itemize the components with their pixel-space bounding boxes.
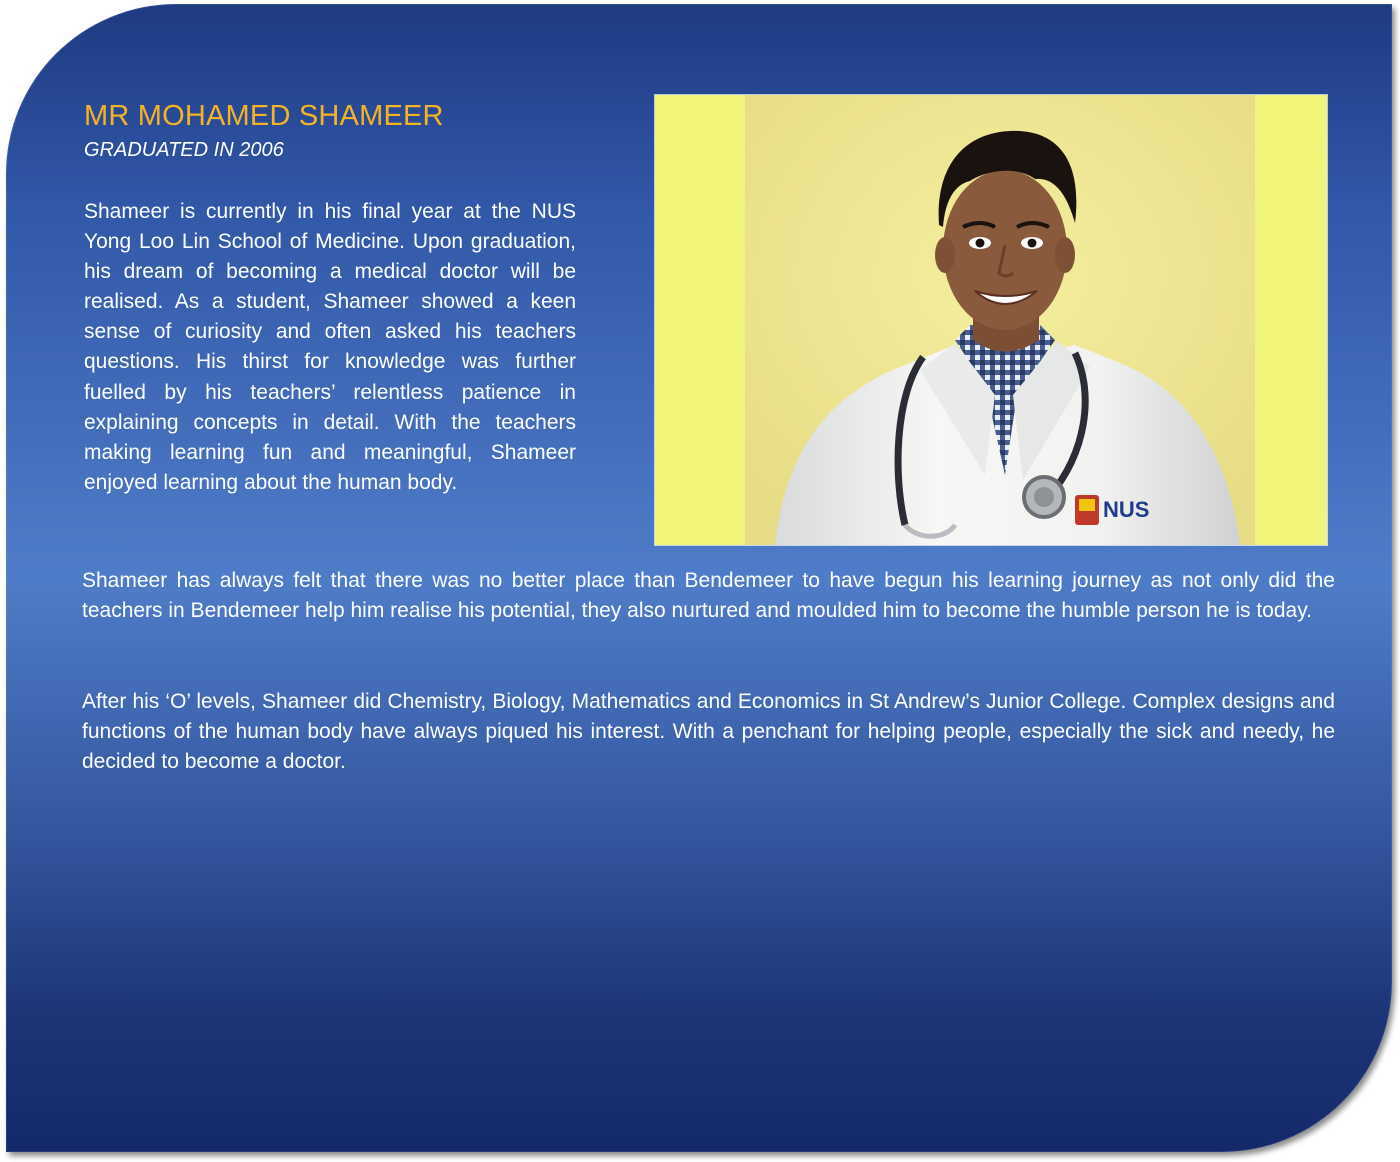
portrait-photo <box>655 95 1327 545</box>
graduation-year: GRADUATED IN 2006 <box>84 139 284 161</box>
photo-logo-text: NUS <box>1103 497 1150 522</box>
intro-paragraph: Shameer is currently in his final year at the NUS Yong Loo Lin School of Medicine. Upon graduation, his dream of becoming a medical doctor will be realised. As a student, Shameer showed a keen sense of curiosity and often asked his teachers questions. His thirst for knowledge was further fuelled by his teachers’ relentless patience in explaining concepts in detail. With the teachers making learning fun and meaningful, Shameer enjoyed learning about the human body. <box>84 200 576 494</box>
bendemeer-paragraph: Shameer has always felt that there was no better place than Bendemeer to have begun his learning journey as not only did the teachers in Bendemeer help him realise his potential, they also nurtured and moulded him to become the humble person he is today. <box>82 569 1335 623</box>
college-paragraph: After his ‘O’ levels, Shameer did Chemistry, Biology, Mathematics and Economics in St Andrew’s Junior College. Complex designs and functions of the human body have always piqued his interest. With a penchant for helping people, especially the sick and needy, he decided to become a doctor. <box>82 690 1335 774</box>
profile-card <box>6 4 1392 1152</box>
profile-name: MR MOHAMED SHAMEER <box>84 100 444 132</box>
